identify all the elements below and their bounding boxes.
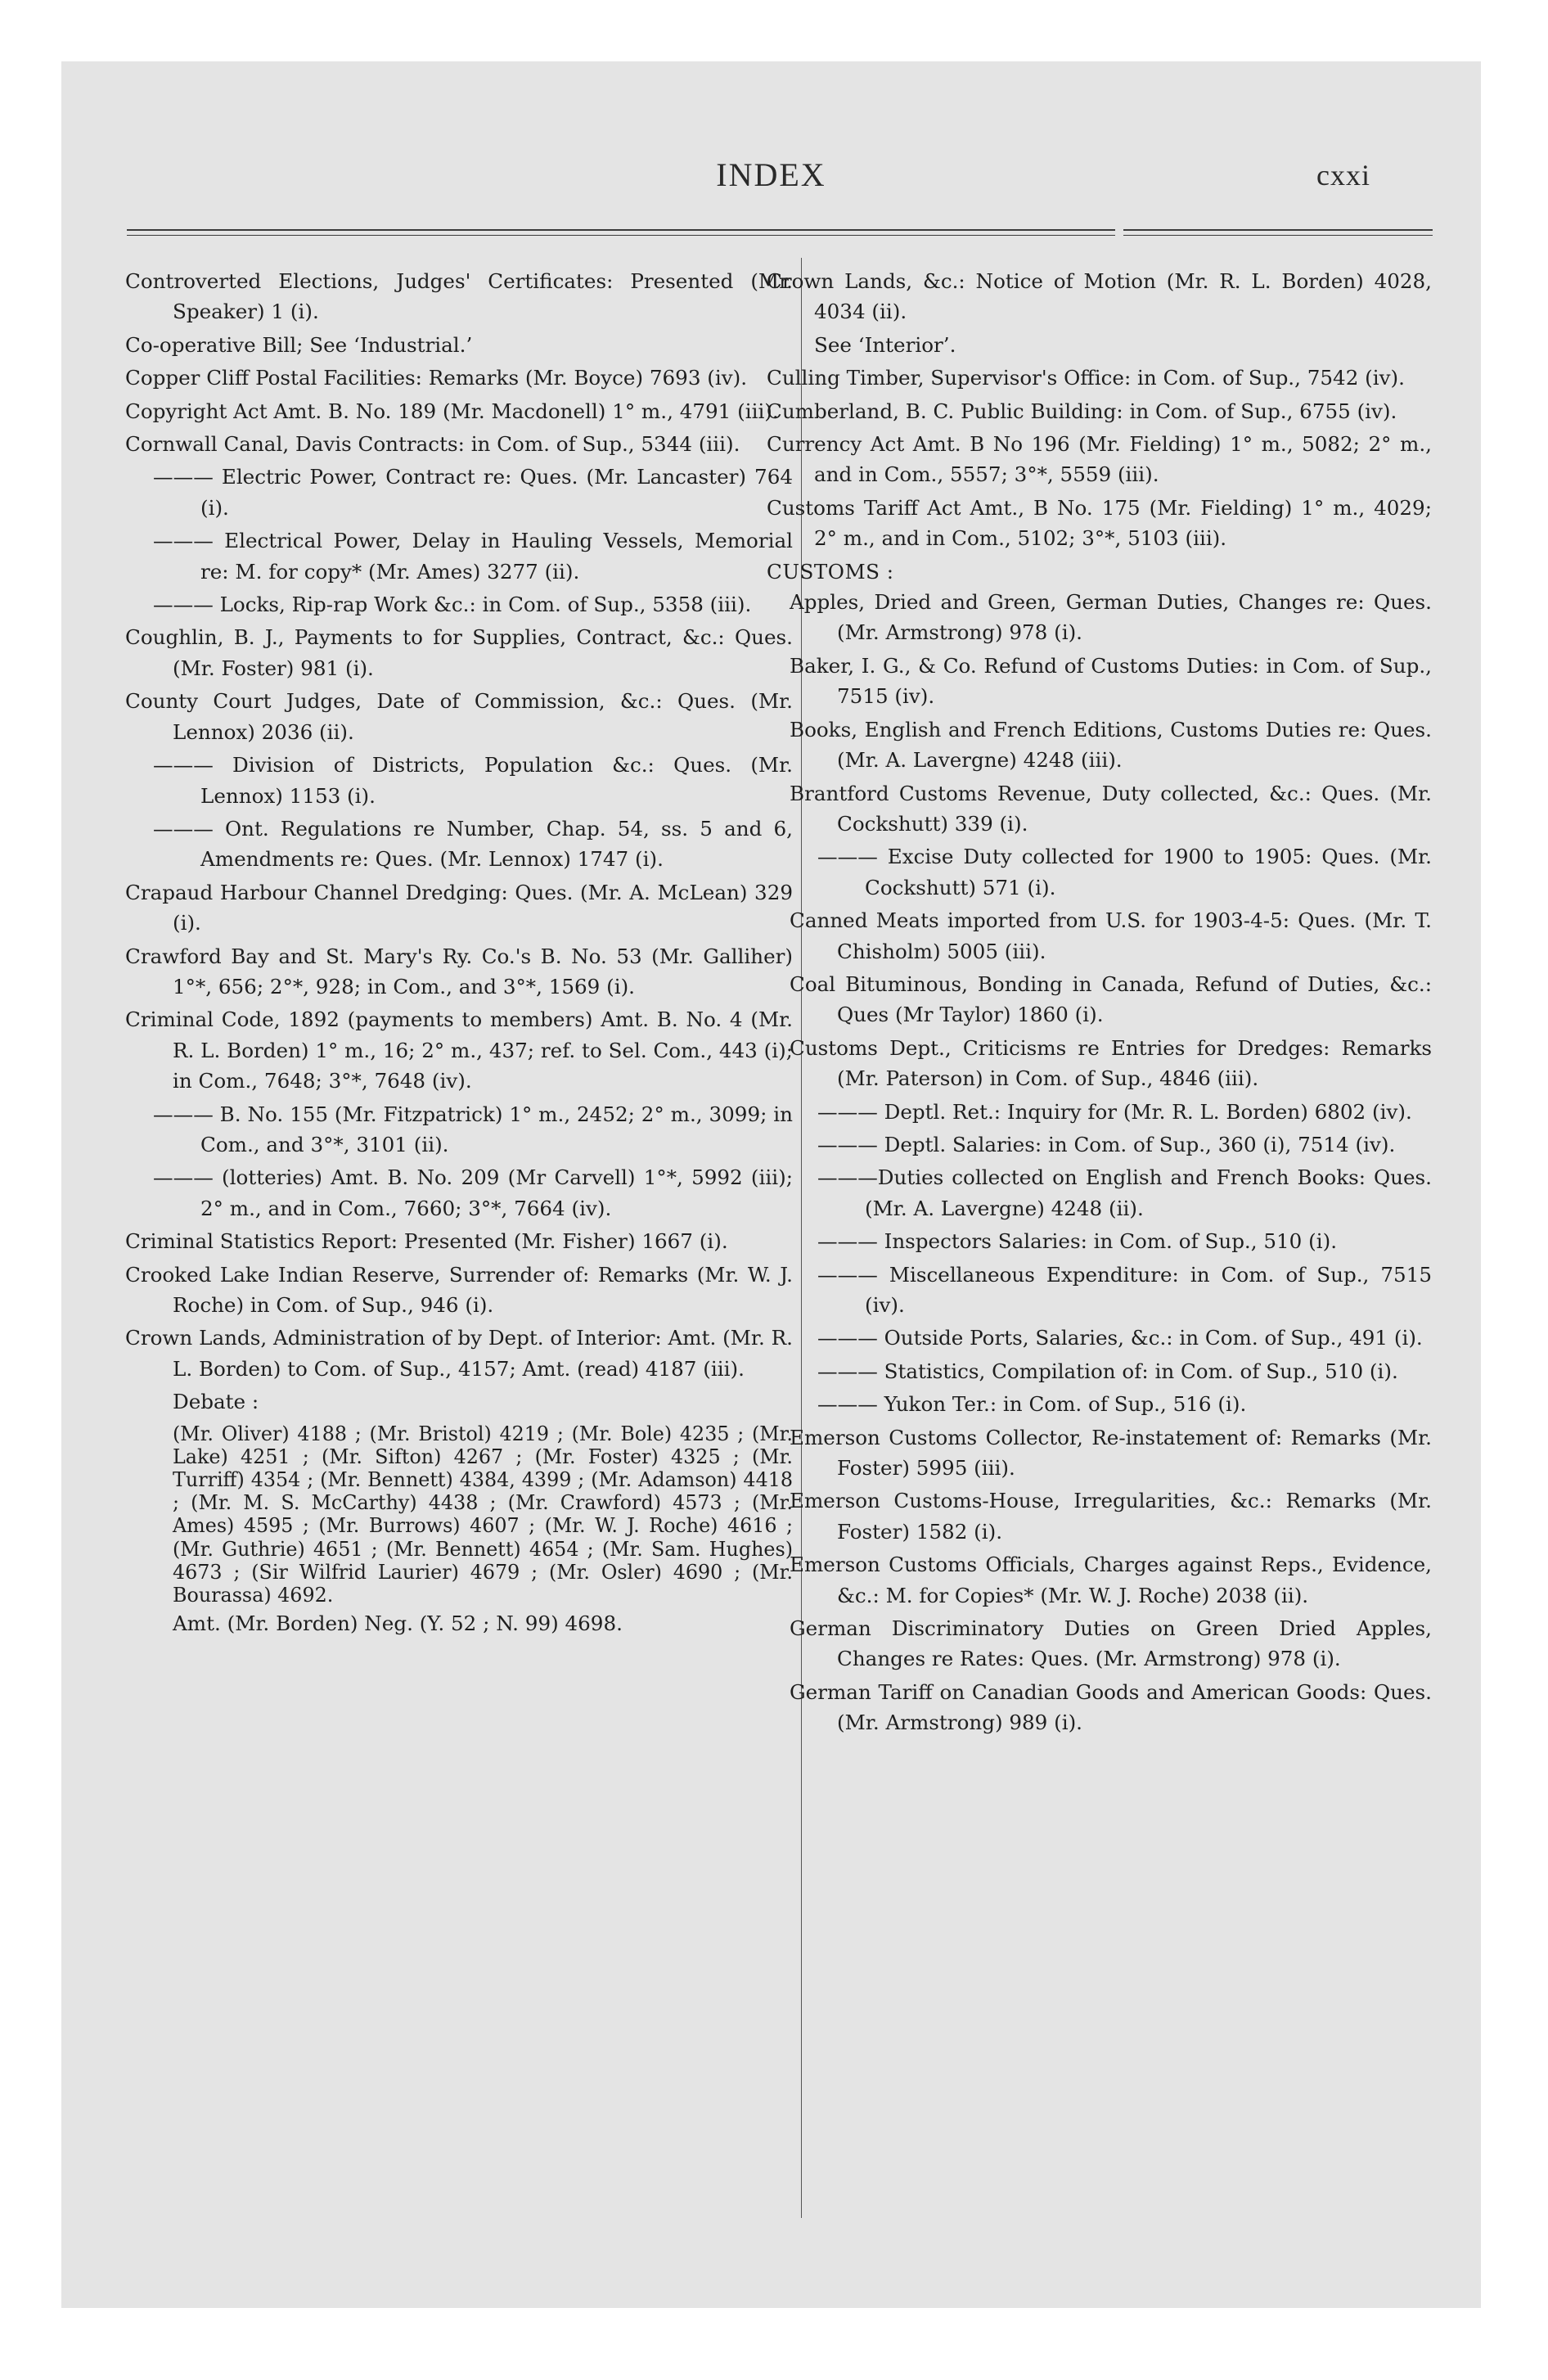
header-rule-right: [1123, 229, 1433, 231]
index-entry: Brantford Customs Revenue, Duty collected, &c.: Ques. (Mr. Cockshutt) 339 (i).: [790, 781, 1432, 836]
index-entry: German Discriminatory Duties on Green Dried Apples, Changes re Rates: Ques. (Mr. Armstrong) 978 (i).: [790, 1616, 1432, 1671]
index-entry: ——— Ont. Regulations re Number, Chap. 54, ss. 5 and 6, Amendments re: Ques. (Mr. Lennox) 1747 (i).: [153, 816, 793, 872]
index-entry: Culling Timber, Supervisor's Office: in Com. of Sup., 7542 (iv).: [767, 366, 1405, 390]
index-entry: ——— Deptl. Salaries: in Com. of Sup., 360 (i), 7514 (iv).: [817, 1132, 1396, 1156]
left-entry-list: [125, 266, 793, 1384]
index-entry: Crooked Lake Indian Reserve, Surrender of: Remarks (Mr. W. J. Roche) in Com. of Sup., 946 (i).: [125, 1262, 793, 1317]
index-entry: ——— Miscellaneous Expenditure: in Com. of Sup., 7515 (iv).: [817, 1262, 1432, 1317]
index-entry: Co-operative Bill; See ‘Industrial.’: [125, 332, 473, 357]
index-entry: Canned Meats imported from U.S. for 1903-4-5: Ques. (Mr. T. Chisholm) 5005 (iii).: [790, 908, 1432, 963]
left-column: [125, 266, 793, 1639]
page-title: INDEX: [716, 156, 826, 193]
page-number: cxxi: [1316, 159, 1370, 192]
index-entry: ——— Division of Districts, Population &c.: Ques. (Mr. Lennox) 1153 (i).: [153, 753, 793, 808]
index-entry: ——— Deptl. Ret.: Inquiry for (Mr. R. L. Borden) 6802 (iv).: [817, 1099, 1412, 1124]
right-column: [767, 266, 1432, 1741]
index-entry: See ‘Interior’.: [814, 332, 956, 357]
index-entry: Coal Bituminous, Bonding in Canada, Refund of Duties, &c.: Ques (Mr Taylor) 1860 (i).: [790, 971, 1432, 1027]
index-entry: ——— Statistics, Compilation of: in Com. of Sup., 510 (i).: [817, 1359, 1398, 1383]
header-rule-left-thin: [127, 235, 1115, 236]
index-entry: Copyright Act Amt. B. No. 189 (Mr. Macdonell) 1° m., 4791 (iii).: [125, 399, 779, 423]
index-entry: Crawford Bay and St. Mary's Ry. Co.'s B. No. 53 (Mr. Galliher) 1°*, 656; 2°*, 928; in Com., and 3°*, 1569 (i).: [125, 944, 793, 998]
customs-heading: CUSTOMS :: [767, 559, 894, 584]
index-entry: Coughlin, B. J., Payments to for Supplies, Contract, &c.: Ques. (Mr. Foster) 981 (i).: [125, 625, 793, 680]
index-entry: ——— Inspectors Salaries: in Com. of Sup., 510 (i).: [817, 1229, 1338, 1254]
index-entry: Criminal Statistics Report: Presented (Mr. Fisher) 1667 (i).: [125, 1229, 728, 1254]
index-entry: Controverted Elections, Judges' Certificates: Presented (Mr. Speaker) 1 (i).: [125, 269, 793, 324]
index-entry: Crown Lands, &c.: Notice of Motion (Mr. R. L. Borden) 4028, 4034 (ii).: [767, 269, 1432, 324]
customs-entry-list: [767, 587, 1432, 1738]
header-rule-right-thin: [1123, 235, 1433, 236]
index-entry: ———Duties collected on English and French Books: Ques. (Mr. A. Lavergne) 4248 (ii).: [817, 1165, 1432, 1220]
index-entry: Apples, Dried and Green, German Duties, Changes re: Ques. (Mr. Armstrong) 978 (i).: [790, 590, 1432, 645]
index-entry: Currency Act Amt. B No 196 (Mr. Fielding) 1° m., 5082; 2° m., and in Com., 5557; 3°*, 5559 (iii).: [767, 432, 1432, 487]
index-page: [61, 61, 1481, 2308]
index-entry: Cornwall Canal, Davis Contracts: in Com. of Sup., 5344 (iii).: [125, 432, 740, 457]
right-entry-list: [767, 266, 1432, 554]
index-entry: ——— Excise Duty collected for 1900 to 1905: Ques. (Mr. Cockshutt) 571 (i).: [817, 845, 1432, 899]
index-entry: Crapaud Harbour Channel Dredging: Ques. (Mr. A. McLean) 329 (i).: [125, 880, 793, 935]
index-entry: Criminal Code, 1892 (payments to members) Amt. B. No. 4 (Mr. R. L. Borden) 1° m., 16; 2° m., 437; ref. to Sel. Com., 443 (i); in Com., 7648; 3°*, 7648 (iv).: [125, 1007, 793, 1093]
debate-label: Debate :: [173, 1390, 259, 1414]
index-entry: Emerson Customs-House, Irregularities, &c.: Remarks (Mr. Foster) 1582 (i).: [790, 1489, 1432, 1544]
index-entry: Copper Cliff Postal Facilities: Remarks (Mr. Boyce) 7693 (iv).: [125, 366, 748, 390]
index-entry: Emerson Customs Collector, Re-instatement of: Remarks (Mr. Foster) 5995 (iii).: [790, 1425, 1432, 1481]
index-entry: Cumberland, B. C. Public Building: in Com. of Sup., 6755 (iv).: [767, 399, 1397, 423]
index-entry: Crown Lands, Administration of by Dept. of Interior: Amt. (Mr. R. L. Borden) to Com. of Sup., 4157; Amt. (read) 4187 (iii).: [125, 1326, 793, 1381]
index-entry: ——— Yukon Ter.: in Com. of Sup., 516 (i).: [817, 1392, 1247, 1417]
index-entry: ——— (lotteries) Amt. B. No. 209 (Mr Carvell) 1°*, 5992 (iii); 2° m., and in Com., 7660; 3°*, 7664 (iv).: [153, 1165, 793, 1220]
debate-text: (Mr. Oliver) 4188 ; (Mr. Bristol) 4219 ; (Mr. Bole) 4235 ; (Mr. Lake) 4251 ; (Mr. Sifton) 4267 ; (Mr. Foster) 4325 ; (Mr. Turriff) 4354 ; (Mr. Bennett) 4384, 4399 ; (Mr. Adamson) 4418 ; (Mr. M. S. McCarthy) 4438 ; (Mr. Crawford) 4573 ; (Mr. Ames) 4595 ; (Mr. Burrows) 4607 ; (Mr. W. J. Roche) 4616 ; (Mr. Guthrie) 4651 ; (Mr. Bennett) 4654 ; (Mr. Sam. Hughes) 4673 ; (Sir Wilfrid Laurier) 4679 ; (Mr. Osler) 4690 ; (Mr. Bourassa) 4692.: [173, 1422, 793, 1607]
index-entry: ——— Electric Power, Contract re: Ques. (Mr. Lancaster) 764 (i).: [153, 465, 793, 520]
index-entry: ——— Outside Ports, Salaries, &c.: in Com. of Sup., 491 (i).: [817, 1326, 1423, 1350]
index-entry: Baker, I. G., & Co. Refund of Customs Duties: in Com. of Sup., 7515 (iv).: [790, 653, 1432, 709]
index-entry: Books, English and French Editions, Customs Duties re: Ques. (Mr. A. Lavergne) 4248 (iii).: [790, 717, 1432, 773]
index-entry: ——— Locks, Rip-rap Work &c.: in Com. of Sup., 5358 (iii).: [153, 593, 752, 617]
index-entry: Customs Tariff Act Amt., B No. 175 (Mr. Fielding) 1° m., 4029; 2° m., and in Com., 5102; 3°*, 5103 (iii).: [767, 495, 1432, 551]
index-entry: Emerson Customs Officials, Charges against Reps., Evidence, &c.: M. for Copies* (Mr. W. J. Roche) 2038 (ii).: [790, 1553, 1432, 1607]
index-entry: County Court Judges, Date of Commission, &c.: Ques. (Mr. Lennox) 2036 (ii).: [125, 689, 793, 744]
index-entry: ——— Electrical Power, Delay in Hauling Vessels, Memorial re: M. for copy* (Mr. Ames) 3277 (ii).: [153, 529, 793, 584]
header-rule-left: [127, 229, 1115, 231]
index-entry: German Tariff on Canadian Goods and American Goods: Ques. (Mr. Armstrong) 989 (i).: [790, 1679, 1432, 1735]
index-entry: ——— B. No. 155 (Mr. Fitzpatrick) 1° m., 2452; 2° m., 3099; in Com., and 3°*, 3101 (ii).: [153, 1102, 793, 1156]
amendment-text: Amt. (Mr. Borden) Neg. (Y. 52 ; N. 99) 4698.: [173, 1611, 623, 1636]
index-entry: Customs Dept., Criticisms re Entries for Dredges: Remarks (Mr. Paterson) in Com. of Sup., 4846 (iii).: [790, 1035, 1432, 1091]
